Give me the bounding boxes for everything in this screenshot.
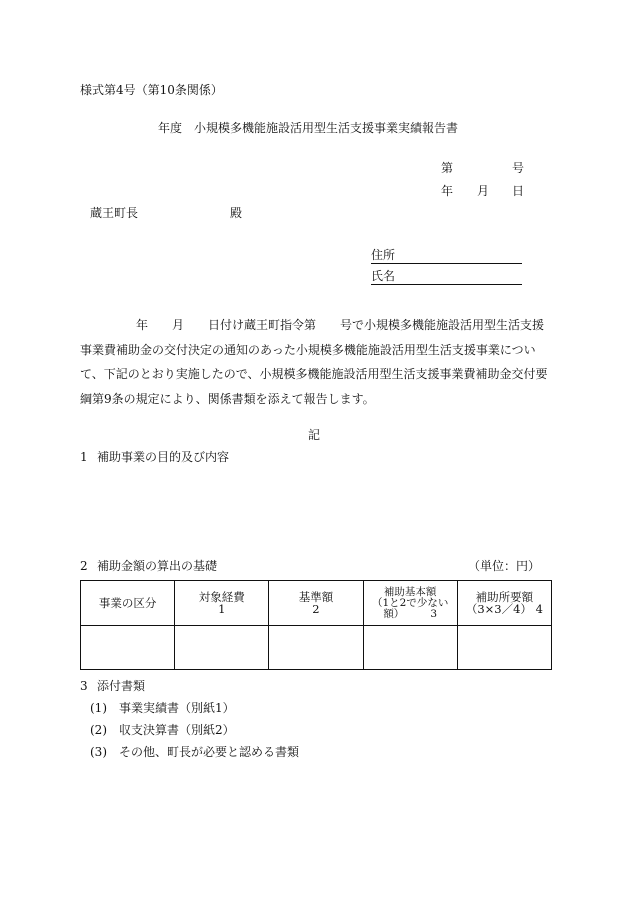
date-year: 年 bbox=[441, 184, 454, 198]
unit-label: （単位：円） bbox=[468, 559, 541, 573]
document-title: 年度 小規模多機能施設活用型生活支援事業実績報告書 bbox=[158, 121, 459, 135]
section-1-title: 補助事業の目的及び内容 bbox=[97, 450, 230, 464]
calculation-table bbox=[80, 580, 552, 670]
addressee-name: 蔵王町長 bbox=[90, 206, 139, 220]
section-2-number: 2 bbox=[80, 559, 88, 573]
cell-standard-amount[interactable] bbox=[269, 626, 363, 670]
table-header-row bbox=[81, 581, 552, 626]
doc-number-dai: 第 bbox=[441, 161, 454, 175]
cell-target-cost[interactable] bbox=[175, 626, 269, 670]
section-2-title: 補助金額の算出の基礎 bbox=[97, 559, 218, 573]
name-label: 氏名 bbox=[371, 269, 396, 283]
ki-heading: 記 bbox=[308, 428, 321, 442]
addressee-honorific: 殿 bbox=[230, 206, 243, 220]
section-3-title: 添付書類 bbox=[97, 679, 146, 693]
applicant-address-field[interactable] bbox=[371, 247, 522, 264]
header-target-cost: 対象経費 1 bbox=[175, 581, 269, 626]
header-required-subsidy: 補助所要額 （3×3／4） 4 bbox=[457, 581, 551, 626]
doc-number-go: 号 bbox=[512, 161, 525, 175]
header-standard-amount: 基準額 2 bbox=[269, 581, 363, 626]
section-1-number: 1 bbox=[80, 450, 88, 464]
body-month: 月 bbox=[172, 318, 185, 332]
body-year: 年 bbox=[136, 318, 149, 332]
cell-required-subsidy[interactable] bbox=[457, 626, 551, 670]
section-3-number: 3 bbox=[80, 679, 88, 693]
header-basic-subsidy: 補助基本額 （1と2で少ない 額） 3 bbox=[363, 581, 457, 626]
date-month: 月 bbox=[477, 184, 490, 198]
address-label: 住所 bbox=[371, 248, 396, 262]
header-category: 事業の区分 bbox=[81, 581, 175, 626]
body-paragraph bbox=[80, 313, 552, 411]
body-text-2: 号で小規模多機能施設活用型生活支援事業費補助金の交付決定の通知のあった小規模多機能施設活用型生活支援事業について、下記のとおり実施したので、小規模多機能施設活用型生活支援事業費補助金交付要綱第9条の規定により、関係書類を添えて報告します。 bbox=[80, 318, 548, 406]
body-text-1: 日付け蔵王町指令第 bbox=[208, 318, 317, 332]
applicant-name-field[interactable] bbox=[371, 268, 522, 285]
date-day: 日 bbox=[512, 184, 525, 198]
cell-category[interactable] bbox=[81, 626, 175, 670]
cell-basic-subsidy[interactable] bbox=[363, 626, 457, 670]
table-data-row bbox=[81, 626, 552, 670]
form-number: 様式第4号（第10条関係） bbox=[80, 83, 223, 97]
